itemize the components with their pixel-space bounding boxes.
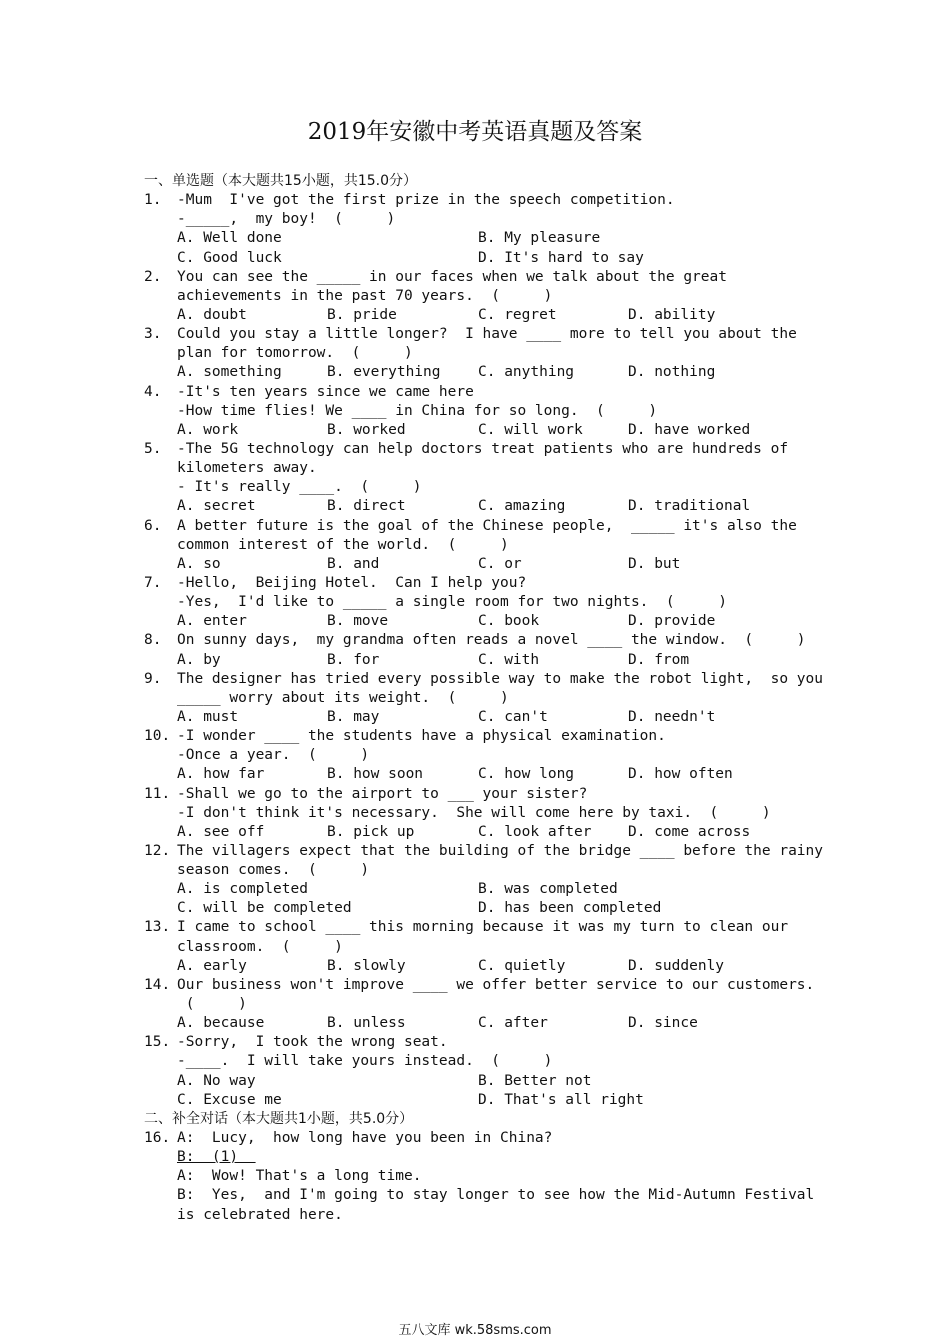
question-stem: -Shall we go to the airport to ___ your sister? — [177, 785, 588, 802]
question-stem: On sunny days, my grandma often reads a novel ____ the window. ( ) — [177, 632, 806, 649]
question-item — [0, 268, 950, 325]
answer-option[interactable]: A. early — [177, 957, 247, 974]
answer-option[interactable]: B. everything — [327, 364, 441, 381]
question-stem: The designer has tried every possible way to make the robot light, so you — [177, 670, 824, 687]
answer-option[interactable]: C. anything — [478, 364, 575, 381]
options-row — [0, 229, 950, 248]
answer-option[interactable]: D. provide — [628, 613, 716, 630]
dialogue-text: A: Wow! That's a long time. — [177, 1168, 422, 1185]
question-number: 16. — [144, 1130, 171, 1147]
question-stem: You can see the _____ in our faces when we talk about the great — [177, 268, 727, 285]
dialogue-line — [0, 1206, 950, 1225]
question-line — [0, 938, 950, 957]
options-row — [0, 612, 950, 631]
answer-option[interactable]: C. or — [478, 555, 522, 572]
answer-option[interactable]: C. with — [478, 651, 540, 668]
options-row — [0, 957, 950, 976]
question-line — [0, 440, 950, 459]
answer-option[interactable]: A. how far — [177, 766, 265, 783]
question-line — [0, 670, 950, 689]
dialogue-line — [0, 1129, 950, 1148]
question-stem: -How time flies! We ____ in China for so long. ( ) — [177, 402, 658, 419]
question-stem: I came to school ____ this morning because it was my turn to clean our — [177, 919, 789, 936]
question-line — [0, 1033, 950, 1052]
question-stem: -It's ten years since we came here — [177, 383, 474, 400]
answer-option[interactable]: D. how often — [628, 766, 733, 783]
dialogue-text: is celebrated here. — [177, 1206, 343, 1223]
question-list — [0, 191, 950, 1110]
question-line — [0, 344, 950, 363]
dialogue-text: A: Lucy, how long have you been in China? — [177, 1130, 553, 1147]
question-number: 2. — [144, 268, 162, 285]
answer-option[interactable]: C. amazing — [478, 498, 566, 515]
answer-option[interactable]: D. It's hard to say — [478, 249, 644, 266]
options-row — [0, 1091, 950, 1110]
question-item — [0, 1033, 950, 1110]
question-line — [0, 325, 950, 344]
question-line — [0, 593, 950, 612]
question-stem: classroom. ( ) — [177, 938, 343, 955]
options-row — [0, 899, 950, 918]
answer-option[interactable]: B. how soon — [327, 766, 424, 783]
question-item — [0, 785, 950, 842]
section-2-heading: 二、补全对话（本大题共1小题，共5.0分） — [144, 1110, 414, 1127]
answer-option[interactable]: A. doubt — [177, 306, 247, 323]
question-line — [0, 287, 950, 306]
answer-option[interactable]: D. from — [628, 651, 690, 668]
answer-option[interactable]: D. since — [628, 1015, 698, 1032]
question-stem: A better future is the goal of the Chinese people, _____ it's also the — [177, 517, 797, 534]
options-row — [0, 421, 950, 440]
answer-option[interactable]: C. will work — [478, 421, 583, 438]
answer-option[interactable]: B. Better not — [478, 1072, 592, 1089]
document-body — [0, 172, 950, 1225]
question-line — [0, 574, 950, 593]
question-number: 6. — [144, 517, 162, 534]
answer-option[interactable]: A. must — [177, 708, 239, 725]
question-line — [0, 995, 950, 1014]
answer-option[interactable]: A. enter — [177, 613, 247, 630]
answer-option[interactable]: B. pick up — [327, 823, 415, 840]
answer-option[interactable]: B. for — [327, 651, 380, 668]
question-line — [0, 689, 950, 708]
answer-option[interactable]: D. traditional — [628, 498, 751, 515]
answer-option[interactable]: B. My pleasure — [478, 230, 601, 247]
answer-option[interactable]: C. look after — [478, 823, 592, 840]
question-item — [0, 842, 950, 919]
question-line — [0, 804, 950, 823]
answer-option[interactable]: C. how long — [478, 766, 575, 783]
answer-option[interactable]: D. nothing — [628, 364, 716, 381]
question-stem: -Hello, Beijing Hotel. Can I help you? — [177, 574, 527, 591]
options-row — [0, 497, 950, 516]
question-stem: Our business won't improve ____ we offer better service to our customers. — [177, 976, 815, 993]
answer-option[interactable]: A. No way — [177, 1072, 256, 1089]
dialogue-line — [0, 1167, 950, 1186]
options-row — [0, 249, 950, 268]
question-number: 1. — [144, 192, 162, 209]
answer-option[interactable]: A. secret — [177, 498, 256, 515]
answer-option[interactable]: C. book — [478, 613, 540, 630]
question-number: 4. — [144, 383, 162, 400]
answer-option[interactable]: B. and — [327, 555, 380, 572]
question-line — [0, 1052, 950, 1071]
question-stem: achievements in the past 70 years. ( ) — [177, 287, 553, 304]
question-item — [0, 631, 950, 669]
question-number: 3. — [144, 326, 162, 343]
question-number: 7. — [144, 574, 162, 591]
answer-option[interactable]: D. but — [628, 555, 681, 572]
answer-option[interactable]: D. has been completed — [478, 900, 662, 917]
section-heading-row — [0, 1110, 950, 1129]
question-line — [0, 727, 950, 746]
question-stem: -I wonder ____ the students have a physical examination. — [177, 728, 666, 745]
answer-option[interactable]: A. is completed — [177, 881, 308, 898]
question-stem: -_____, my boy! ( ) — [177, 211, 396, 228]
answer-option[interactable]: D. come across — [628, 823, 751, 840]
question-line — [0, 459, 950, 478]
question-stem: -Sorry, I took the wrong seat. — [177, 1034, 448, 1051]
dialogue-line — [0, 1186, 950, 1205]
question-stem: Could you stay a little longer? I have ____ more to tell you about the — [177, 326, 797, 343]
answer-option[interactable]: B. direct — [327, 498, 406, 515]
footer-watermark: 五八文库 wk.58sms.com — [398, 1323, 552, 1338]
options-row — [0, 1014, 950, 1033]
question-stem: -Yes, I'd like to _____ a single room for two nights. ( ) — [177, 594, 727, 611]
answer-option[interactable]: B. move — [327, 613, 389, 630]
question-item — [0, 325, 950, 382]
options-row — [0, 823, 950, 842]
options-row — [0, 651, 950, 670]
answer-option[interactable]: A. Well done — [177, 230, 282, 247]
question-line — [0, 861, 950, 880]
answer-option[interactable]: B. was completed — [478, 881, 618, 898]
question-line — [0, 976, 950, 995]
answer-option[interactable]: C. quietly — [478, 957, 566, 974]
options-row — [0, 765, 950, 784]
answer-option[interactable]: A. something — [177, 364, 282, 381]
answer-option[interactable]: D. have worked — [628, 421, 751, 438]
question-number: 8. — [144, 632, 162, 649]
answer-option[interactable]: B. worked — [327, 421, 406, 438]
answer-option[interactable]: C. regret — [478, 306, 557, 323]
answer-option[interactable]: D. That's all right — [478, 1091, 644, 1108]
answer-option[interactable]: B. unless — [327, 1015, 406, 1032]
answer-option[interactable]: C. Good luck — [177, 249, 282, 266]
options-row — [0, 306, 950, 325]
question-line — [0, 746, 950, 765]
question-stem: -The 5G technology can help doctors treat patients who are hundreds of — [177, 440, 789, 457]
options-row — [0, 708, 950, 727]
question-item — [0, 670, 950, 727]
question-line — [0, 517, 950, 536]
question-number: 13. — [144, 919, 171, 936]
page-title: 2019年安徽中考英语真题及答案 — [307, 119, 643, 145]
question-number: 14. — [144, 976, 171, 993]
question-item — [0, 918, 950, 975]
question-stem: -Mum I've got the first prize in the speech competition. — [177, 192, 675, 209]
section-1-heading: 一、单选题（本大题共15小题，共15.0分） — [144, 173, 417, 189]
question-stem: The villagers expect that the building of the bridge ____ before the rainy — [177, 842, 824, 859]
question-item — [0, 440, 950, 517]
options-row — [0, 363, 950, 382]
answer-option[interactable]: A. so — [177, 555, 221, 572]
question-line — [0, 478, 950, 497]
question-item — [0, 383, 950, 440]
question-stem: -I don't think it's necessary. She will come here by taxi. ( ) — [177, 804, 771, 821]
question-stem: -Once a year. ( ) — [177, 747, 370, 764]
answer-option[interactable]: A. see off — [177, 823, 265, 840]
question-line — [0, 918, 950, 937]
question-number: 10. — [144, 728, 171, 745]
question-number: 12. — [144, 842, 171, 859]
answer-option[interactable]: A. because — [177, 1015, 265, 1032]
question-stem: plan for tomorrow. ( ) — [177, 345, 413, 362]
question-stem: season comes. ( ) — [177, 862, 370, 879]
answer-option[interactable]: B. may — [327, 708, 380, 725]
question-number: 5. — [144, 440, 162, 457]
answer-option[interactable]: D. suddenly — [628, 957, 725, 974]
question-line — [0, 383, 950, 402]
answer-blank[interactable]: B: (1) — [177, 1149, 256, 1166]
answer-option[interactable]: D. ability — [628, 306, 716, 323]
answer-option[interactable]: C. will be completed — [177, 900, 352, 917]
section-heading-row — [0, 172, 950, 191]
question-stem: ( ) — [177, 996, 247, 1013]
question-stem: -____. I will take yours instead. ( ) — [177, 1053, 553, 1070]
question-item — [0, 727, 950, 784]
options-row — [0, 1072, 950, 1091]
answer-option[interactable]: C. after — [478, 1015, 548, 1032]
answer-option[interactable]: B. pride — [327, 306, 397, 323]
question-item — [0, 976, 950, 1033]
answer-option[interactable]: D. needn't — [628, 708, 716, 725]
dialogue-text: B: Yes, and I'm going to stay longer to see how the Mid-Autumn Festival — [177, 1187, 815, 1204]
question-number: 15. — [144, 1034, 171, 1051]
dialogue-line — [0, 1148, 950, 1167]
question-item — [0, 574, 950, 631]
question-stem: - It's really ____. ( ) — [177, 479, 422, 496]
question-item — [0, 517, 950, 574]
answer-option[interactable]: A. work — [177, 421, 239, 438]
question-line — [0, 536, 950, 555]
question-line — [0, 842, 950, 861]
question-number: 11. — [144, 785, 171, 802]
answer-option[interactable]: C. can't — [478, 708, 548, 725]
question-number: 9. — [144, 670, 162, 687]
question-item — [0, 191, 950, 268]
question-line — [0, 402, 950, 421]
question-stem: common interest of the world. ( ) — [177, 536, 509, 553]
question-line — [0, 191, 950, 210]
question-line — [0, 210, 950, 229]
question-line — [0, 785, 950, 804]
options-row — [0, 555, 950, 574]
question-line — [0, 268, 950, 287]
answer-option[interactable]: A. by — [177, 651, 221, 668]
answer-option[interactable]: B. slowly — [327, 957, 406, 974]
question-stem: _____ worry about its weight. ( ) — [177, 689, 509, 706]
options-row — [0, 880, 950, 899]
question-line — [0, 631, 950, 650]
answer-option[interactable]: C. Excuse me — [177, 1091, 282, 1108]
question-stem: kilometers away. — [177, 460, 317, 477]
